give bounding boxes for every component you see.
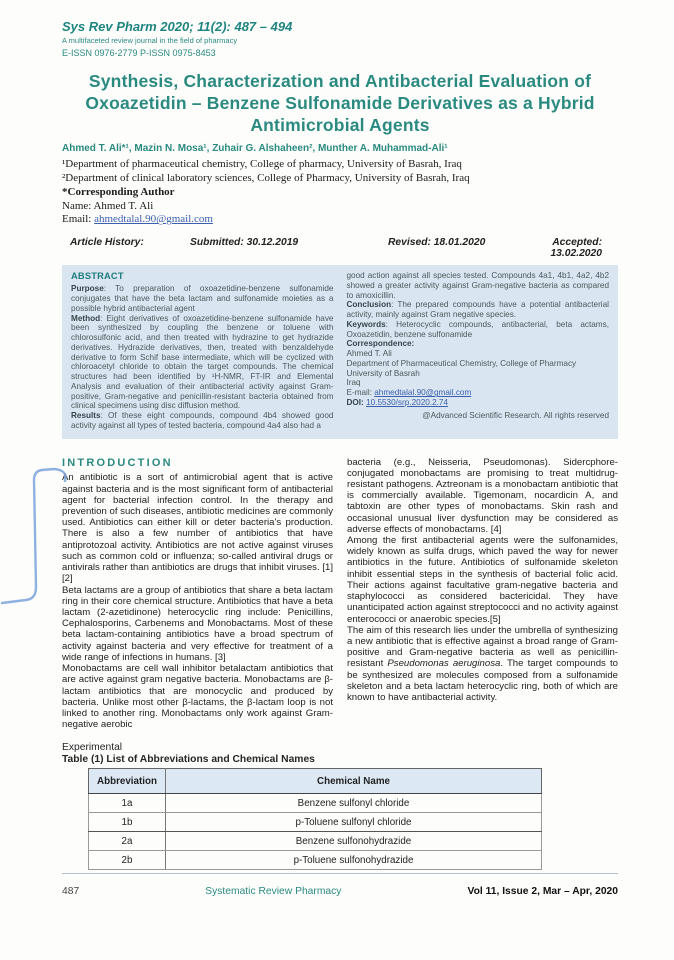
affiliation-2: ²Department of clinical laboratory sciences, College of Pharmacy, University of Basrah, Iraq xyxy=(62,172,470,185)
species-name-italic: Pseudomonas aeruginosa xyxy=(387,658,501,670)
correspondence-department: Department of Pharmaceutical Chemistry, College of Pharmacy xyxy=(346,358,577,368)
intro-paragraph: An antibiotic is a sort of antimicrobial agent that is active against bacteria and is the most significant form of antibacterial agent for bacterial infection control. In the therapy and prevention of such diseases, antibiotic medicines are commonly used. Antibiotics can either kill or deter bacteria's production. There is also a few number of antibiotics that have antiprotozoal activity. Antibiotics are not active against viruses such as common cold or influenza; so-called antiviral drugs or antivirals rather than antibiotics are drugs that inhibit viruses. [1] [2] xyxy=(62,472,333,585)
bottom-divider xyxy=(62,873,618,874)
intro-paragraph: bacteria (e.g., Neisseria, Pseudomonas). Sidercphore-conjugated monobactams are promising to treat multidrug-resistant pathogens. Aztreonam is a monobactam antibiotic that is commercially available. Tigemonam, nocardicin A, and tabtoxin are other types of monobactams. Skin rash and occasional unusual liver dysfunction may be considered as adverse effects of monobactams. [4] xyxy=(347,456,618,535)
abbreviations-table xyxy=(88,768,542,870)
column-header-abbreviation: Abbreviation xyxy=(89,769,166,794)
correspondence-name: Ahmed T. Ali xyxy=(346,349,392,359)
introduction-heading: INTRODUCTION xyxy=(62,456,173,469)
corresponding-author-label: *Corresponding Author xyxy=(62,185,175,198)
table-row: 2b p-Toluene sulfonohydrazide xyxy=(89,851,542,870)
abstract-heading: ABSTRACT xyxy=(71,271,124,282)
email-link[interactable]: ahmedtalal.90@gmail.com xyxy=(94,213,213,226)
abstract-purpose: Purpose: To preparation of oxoazetidine-benzene sulfonamide conjugates that have the beta lactam and sulfonamide moieties as a possible hybrid antibacterial agent xyxy=(71,284,334,313)
corresponding-author-name: Name: Ahmed T. Ali xyxy=(62,199,154,212)
introduction-section xyxy=(62,457,618,731)
correspondence-label: Correspondence: xyxy=(346,339,415,349)
abstract-conclusion: Conclusion: The prepared compounds have a potential antibacterial activity, mainly against Gram negative species. xyxy=(346,300,609,320)
page-footer xyxy=(62,886,618,897)
corresponding-email-line xyxy=(62,213,618,227)
journal-tagline: A multifaceted review journal in the field of pharmacy xyxy=(62,36,238,46)
intro-left-column xyxy=(62,457,333,731)
table-row: 2a Benzene sulfonohydrazide xyxy=(89,832,542,851)
journal-header xyxy=(62,20,618,58)
journal-name: Sys Rev Pharm 2020; 11(2): 487 – 494 xyxy=(62,19,293,34)
paper-title: Synthesis, Characterization and Antibacterial Evaluation of Oxoazetidin – Benzene Sulfonamide Derivatives as a Hybrid Antimicrobial Agents xyxy=(85,71,595,136)
article-history xyxy=(62,237,618,259)
table-header-row xyxy=(89,769,542,794)
abstract-results: Results: Of these eight compounds, compound 4b4 showed good activity against all types of tested bacteria, compound 4a4 also had a xyxy=(71,411,334,430)
journal-issn: E-ISSN 0976-2779 P-ISSN 0975-8453 xyxy=(62,48,216,59)
abstract-keywords: Keywords: Heterocyclic compounds, antibacterial, beta actams, Oxoazetidin, benzene sulfonamide xyxy=(346,319,609,339)
experimental-heading: Experimental xyxy=(62,742,123,754)
abstract-email-link[interactable]: ahmedtalal.90@gmail.com xyxy=(374,388,472,398)
abstract-box xyxy=(62,265,618,438)
page-number: 487 xyxy=(62,886,80,898)
intro-paragraph: The aim of this research lies under the umbrella of synthesizing a new antibiotic that is effective against a broad range of Gram-positive and Gram-negative bacteria as well as penicillin-resistant Pseudomonas aeruginosa. The target compounds to be synthesized are molecules composed from a sulfonamide skeleton and a beta lactam heterocyclic ring, both of which are known to have antibacterial activity. xyxy=(347,624,618,704)
doi-line: DOI: 10.5530/srp.2020.2.74 xyxy=(346,397,449,407)
history-accepted: Accepted: 13.02.2020 xyxy=(550,237,602,260)
correspondence-country: Iraq xyxy=(346,378,361,388)
email-label: Email: xyxy=(62,213,95,226)
table-row: 1b p-Toluene sulfonyl chloride xyxy=(89,813,542,832)
intro-paragraph: Beta lactams are a group of antibiotics that share a beta lactam ring in their core chemical structure. Antibiotics that have a beta lactam (2-azetidinone) heterocyclic ring include: Penicillins, Cephalosporins, Carbenems and Monobactams. Most of these beta lactam-containing antibiotics have a broad spectrum of activity against bacteria and very effective for treatment of a wide range of infections in humans. [3] xyxy=(62,584,333,663)
history-revised: Revised: 18.01.2020 xyxy=(388,237,486,249)
intro-paragraph: Among the first antibacterial agents were the sulfonamides, widely known as sulfa drugs, which paved the way for newer antibiotics in the future. Antibiotics of sulfonamide skeleton inhibit essential steps in the synthesis of bacterial folic acid. Their actions against facultative gram-negative bacteria and staphylococci as considered bactericidal. They have unanticipated action against streptococci and no activity against enterococci or anaerobic species.[5] xyxy=(347,535,618,625)
history-label: Article History: xyxy=(70,237,144,249)
abstract-left-column xyxy=(71,271,334,430)
column-header-chemical-name: Chemical Name xyxy=(166,769,542,794)
rights-statement: @Advanced Scientific Research. All rights reserved xyxy=(422,410,609,420)
footer-journal-name: Systematic Review Pharmacy xyxy=(205,886,342,898)
history-submitted: Submitted: 30.12.2019 xyxy=(190,237,299,249)
correspondence-university: University of Basrah xyxy=(346,368,420,378)
doi-link[interactable]: 10.5530/srp.2020.2.74 xyxy=(366,397,449,407)
abstract-results-continued: good action against all species tested. Compounds 4a1, 4b1, 4a2, 4b2 showed a greater activity against Gram-negative bacteria as compared to amoxicillin. xyxy=(346,271,609,300)
abstract-method: Method: Eight derivatives of oxoazetidine-benzene sulfonamide have been synthesized by coupling the benzene or toluene with chlorosulfonic acid, and then treated with hydrazine to get hydrazide derivatives. Hydrazide derivatives, then, treated with benzaldehyde derivative to form Schif base intermediate, which will be cyclized with chloroacetyl chloride to obtain the target compounds. The chemical structures had been identified by ¹H-NMR, FT-IR and Elemental Analysis and evaluation of their antibacterial activity against Gram-positive, Gram-negative and penicillin-resistant bacteria obtained from clinical specimens using disc diffusion method. xyxy=(71,313,334,411)
correspondence-email-line: E-mail: ahmedtalal.90@gmail.com xyxy=(346,388,472,398)
intro-right-column xyxy=(347,457,618,731)
footer-volume-info: Vol 11, Issue 2, Mar – Apr, 2020 xyxy=(467,886,618,898)
authors-line: Ahmed T. Ali*¹, Mazin N. Mosa¹, Zuhair G. Alshaheen², Munther A. Muhammad-Ali¹ xyxy=(62,143,448,155)
table-caption: Table (1) List of Abbreviations and Chemical Names xyxy=(62,754,315,766)
table-row: 1a Benzene sulfonyl chloride xyxy=(89,794,542,813)
abstract-right-column xyxy=(347,271,610,430)
intro-paragraph: Monobactams are cell wall inhibitor betalactam antibiotics that are active against gram negative bacteria. Monobactams are β-lactam antibiotics that are monocyclic and produced by bacteria. Unlike most other β-lactams, the β-lactam loop is not linked to another ring. Monobactams only work against Gram-negative aerobic xyxy=(62,663,333,731)
affiliations xyxy=(62,158,618,227)
affiliation-1: ¹Department of pharmaceutical chemistry, College of pharmacy, University of Basrah, Iraq xyxy=(62,158,462,171)
